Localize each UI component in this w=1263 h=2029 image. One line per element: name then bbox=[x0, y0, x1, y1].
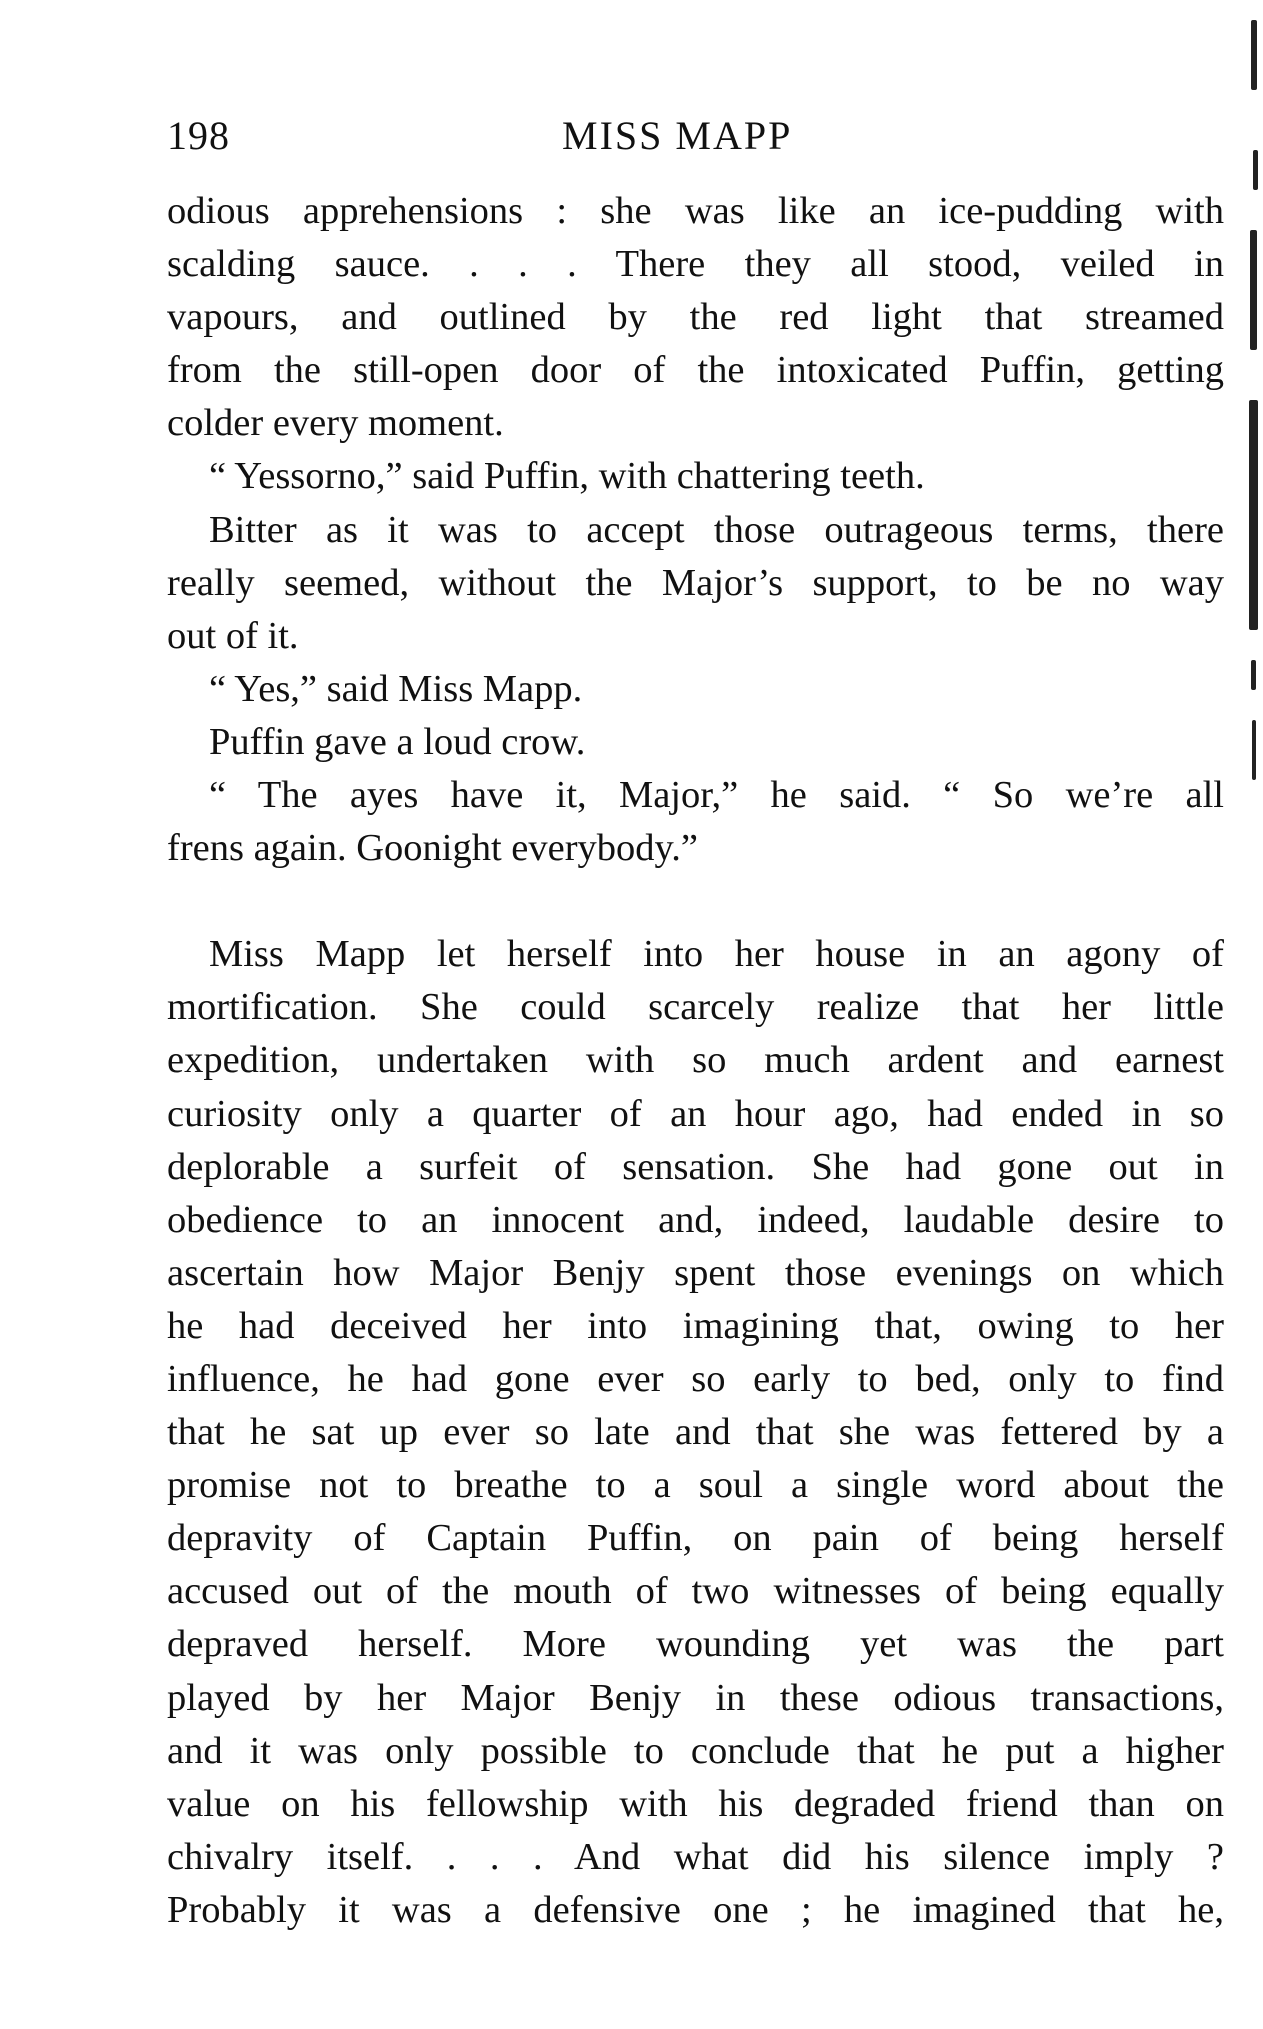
text-line: accused out of the mouth of two witnesses of being equally bbox=[167, 1570, 1224, 1613]
text-line: obedience to an innocent and, indeed, laudable desire to bbox=[167, 1198, 1224, 1241]
scan-speck bbox=[1251, 20, 1257, 90]
paragraph-break bbox=[167, 875, 1224, 928]
text-line: mortification. She could scarcely realize that her little bbox=[167, 986, 1224, 1029]
text-line: scalding sauce. . . . There they all stood, veiled in bbox=[167, 243, 1224, 286]
text-line: “ The ayes have it, Major,” he said. “ So we’re all bbox=[209, 774, 1224, 817]
text-line: vapours, and outlined by the red light that streamed bbox=[167, 296, 1224, 339]
text-line: chivalry itself. . . . And what did his silence imply ? bbox=[167, 1835, 1224, 1878]
text-line: colder every moment. bbox=[167, 402, 504, 445]
scan-speck bbox=[1253, 150, 1258, 190]
scan-speck bbox=[1250, 230, 1257, 350]
text-line: expedition, undertaken with so much ardent and earnest bbox=[167, 1039, 1224, 1082]
text-line: deplorable a surfeit of sensation. She had gone out in bbox=[167, 1145, 1224, 1188]
text-line: Miss Mapp let herself into her house in an agony of bbox=[209, 933, 1224, 976]
text-line: from the still-open door of the intoxicated Puffin, getting bbox=[167, 349, 1224, 392]
text-line: influence, he had gone ever so early to bed, only to find bbox=[167, 1357, 1224, 1400]
text-line: out of it. bbox=[167, 614, 299, 657]
text-line: depravity of Captain Puffin, on pain of being herself bbox=[167, 1517, 1224, 1560]
page-header bbox=[167, 112, 1217, 162]
text-line: and it was only possible to conclude that he put a higher bbox=[167, 1729, 1224, 1772]
text-line: Bitter as it was to accept those outrageous terms, there bbox=[209, 508, 1224, 551]
text-line: that he sat up ever so late and that she was fettered by a bbox=[167, 1411, 1224, 1454]
scan-speck bbox=[1251, 660, 1256, 690]
page-number: 198 bbox=[167, 113, 230, 158]
text-line: “ Yes,” said Miss Mapp. bbox=[209, 667, 583, 710]
text-line: ascertain how Major Benjy spent those evenings on which bbox=[167, 1251, 1224, 1294]
text-line: depraved herself. More wounding yet was the part bbox=[167, 1623, 1224, 1666]
scan-speck bbox=[1249, 400, 1258, 630]
scan-edge-artifacts bbox=[1245, 0, 1263, 1130]
scan-speck bbox=[1252, 720, 1256, 780]
text-line: Probably it was a defensive one ; he imagined that he, bbox=[167, 1888, 1224, 1931]
text-line: Puffin gave a loud crow. bbox=[209, 720, 586, 763]
text-line: curiosity only a quarter of an hour ago, had ended in so bbox=[167, 1092, 1224, 1135]
text-line: odious apprehensions : she was like an ice-pudding with bbox=[167, 190, 1224, 232]
running-title: MISS MAPP bbox=[562, 113, 793, 158]
text-line: really seemed, without the Major’s support, to be no way bbox=[167, 561, 1224, 604]
text-line: value on his fellowship with his degraded friend than on bbox=[167, 1782, 1224, 1825]
text-line: promise not to breathe to a soul a single word about the bbox=[167, 1464, 1224, 1507]
text-line: played by her Major Benjy in these odious transactions, bbox=[167, 1676, 1224, 1719]
text-line: he had deceived her into imagining that, owing to her bbox=[167, 1304, 1224, 1347]
text-line: frens again. Goonight everybody.” bbox=[167, 827, 698, 870]
body-text bbox=[167, 185, 1224, 1937]
text-line: “ Yessorno,” said Puffin, with chattering teeth. bbox=[209, 455, 925, 498]
